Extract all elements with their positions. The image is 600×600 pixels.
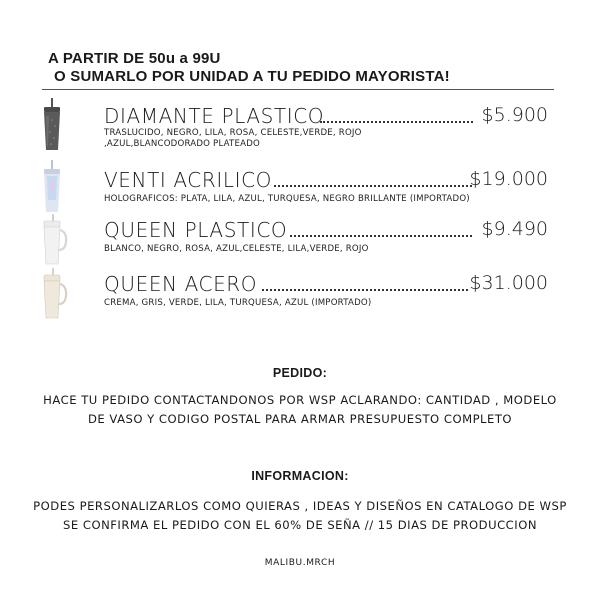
dot-leader: [274, 184, 472, 187]
product-queen-plastico: [0, 212, 600, 272]
dark-glitter-tumbler-icon: [38, 98, 66, 152]
informacion-text-line1: PODES PERSONALIZARLOS COMO QUIERAS , IDEAS Y DISEÑOS EN CATALOGO DE WSP: [33, 499, 567, 513]
brand-handle: MALIBU.MRCH: [264, 558, 336, 568]
product-description: CREMA, GRIS, VERDE, LILA, TURQUESA, AZUL (IMPORTADO): [104, 298, 372, 308]
product-price: $9.490: [481, 218, 548, 240]
product-description: BLANCO, NEGRO, ROSA, AZUL,CELESTE, LILA,VERDE, ROJO: [104, 244, 369, 254]
product-description: HOLOGRAFICOS: PLATA, LILA, AZUL, TURQUESA, NEGRO BRILLANTE (IMPORTADO): [104, 194, 470, 204]
pedido-title: PEDIDO:: [272, 366, 328, 380]
header-subtitle: O SUMARLO POR UNIDAD A TU PEDIDO MAYORISTA!: [54, 68, 450, 85]
header: [48, 50, 568, 86]
header-title: A PARTIR DE 50u a 99U: [48, 50, 221, 67]
product-name: QUEEN PLASTICO: [104, 218, 288, 242]
dot-leader: [290, 234, 472, 237]
holographic-tumbler-icon: [38, 160, 66, 214]
product-queen-acero: [0, 266, 600, 326]
product-price: $31.000: [469, 272, 548, 294]
dot-leader: [320, 120, 473, 123]
cream-steel-cup-icon: [40, 268, 68, 322]
informacion-text-line2: SE CONFIRMA EL PEDIDO CON EL 60% DE SEÑA // 15 DIAS DE PRODUCCION: [62, 518, 537, 532]
product-diamante-plastico: [0, 98, 600, 158]
product-description-continued: ,AZUL,BLANCODORADO PLATEADO: [104, 139, 260, 149]
pedido-text-line2: DE VASO Y CODIGO POSTAL PARA ARMAR PRESUPUESTO COMPLETO: [87, 412, 513, 426]
header-divider: [42, 89, 554, 90]
product-name: VENTI ACRILICO: [104, 168, 272, 192]
product-description: TRASLUCIDO, NEGRO, LILA, ROSA, CELESTE,VERDE, ROJO: [104, 128, 362, 138]
product-name: QUEEN ACERO: [104, 272, 258, 296]
pedido-text-line1: HACE TU PEDIDO CONTACTANDONOS POR WSP ACLARANDO: CANTIDAD , MODELO: [43, 393, 557, 407]
product-price: $19.000: [469, 168, 548, 190]
dot-leader: [262, 288, 468, 291]
white-quencher-cup-icon: [40, 214, 68, 268]
product-name: DIAMANTE PLASTICO: [104, 104, 325, 128]
product-price: $5.900: [481, 104, 548, 126]
informacion-title: INFORMACION:: [251, 469, 349, 483]
